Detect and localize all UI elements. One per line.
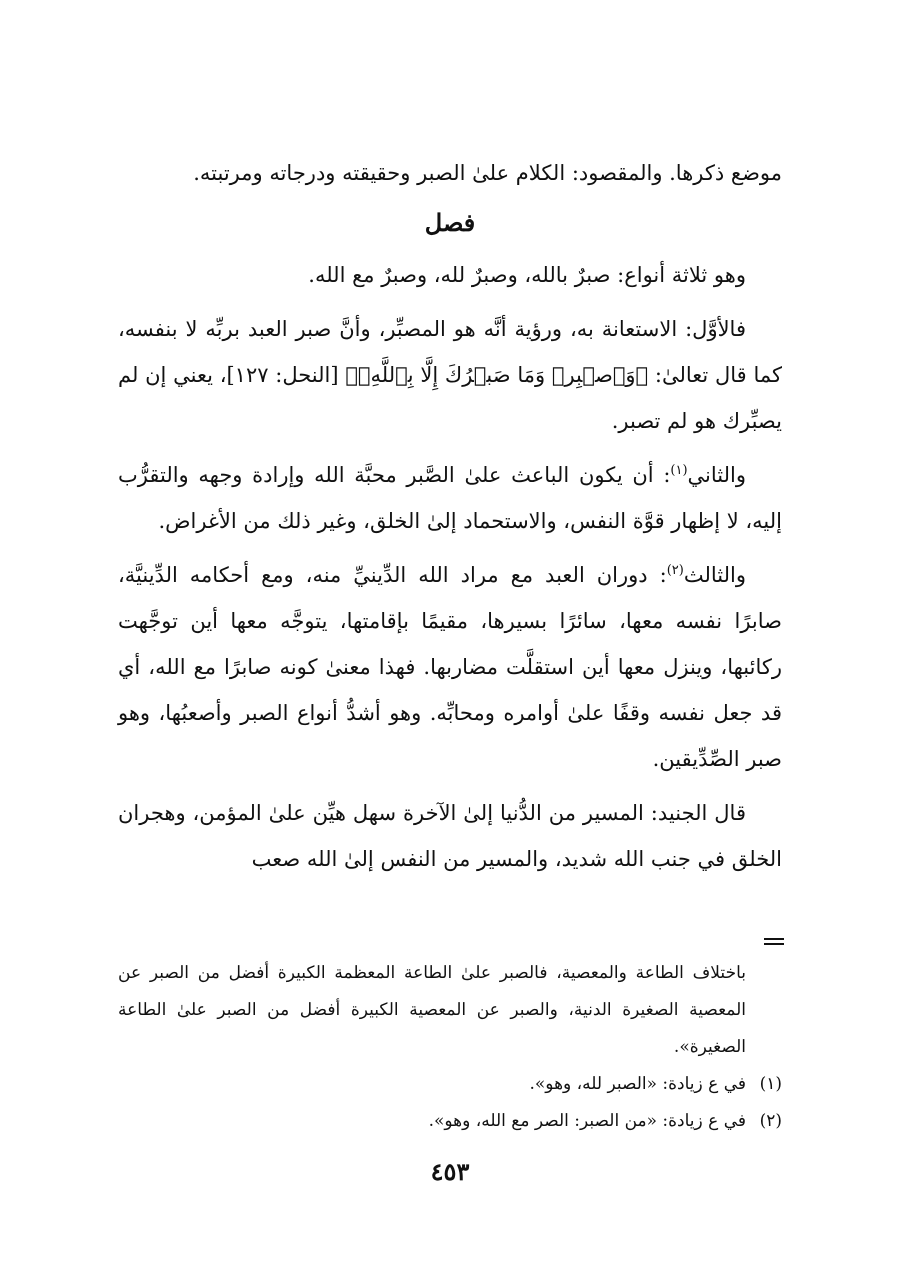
footnote-ref-1[interactable]: (١) (670, 463, 688, 478)
first-type-text-after: [النحل: ١٢٧]، يعني إن لم يصبِّرك هو لم تصبر. (118, 363, 782, 433)
second-type-text: : أن يكون الباعث علىٰ الصَّبر محبَّة الله وإرادة وجهه والتقرُّب إليه، لا إظهار قوَّة النفس، والاستحماد إلىٰ الخلق، وغير ذلك من الأغراض. (118, 463, 782, 533)
main-text (118, 150, 782, 882)
footnote-2-text: في ع زيادة: «من الصبر: الصر مع الله، وهو». (428, 1111, 746, 1131)
footnote-continued: باختلاف الطاعة والمعصية، فالصبر علىٰ الطاعة المعظمة الكبيرة أفضل من الصبر عن المعصية الصغيرة الدنية، والصبر عن المعصية الكبيرة أفضل من الصبر علىٰ الطاعة الصغيرة». (118, 963, 746, 1057)
footnote-ref-2[interactable]: (٢) (666, 563, 684, 578)
paragraph-three-types: وهو ثلاثة أنواع: صبرٌ بالله، وصبرٌ لله، وصبرٌ مع الله. (308, 263, 746, 287)
paragraph-first-type (118, 306, 782, 444)
paragraph-junayd-quote: قال الجنيد: المسير من الدُّنيا إلىٰ الآخرة سهل هيِّن علىٰ المؤمن، وهجران الخلق في جنب الله شديد، والمسير من النفس إلىٰ الله صعب (118, 801, 782, 871)
footnote-2 (118, 1103, 782, 1140)
quran-verse: ﴿وَٱصۡبِرۡ وَمَا صَبۡرُكَ إِلَّا بِٱللَّهِۚ﴾ (345, 363, 649, 387)
footnote-continuation-mark (764, 938, 784, 945)
paragraph-second-type (118, 452, 782, 544)
page-number: ٤٥٣ (430, 1157, 470, 1186)
third-type-text: : دوران العبد مع مراد الله الدِّينيِّ منه، ومع أحكامه الدِّينيَّة، صابرًا نفسه معها، سائرًا بسيرها، مقيمًا بإقامتها، يتوجَّه معها أين توجَّهت ركائبها، وينزل معها أين استقلَّت مضاربها. فهذا معنىٰ كونه صابرًا مع الله، أي قد جعل نفسه وقفًا علىٰ أوامره ومحابِّه. وهو أشدُّ أنواع الصبر وأصعبُها، وهو صبر الصِّدِّيقين. (118, 563, 782, 771)
footnotes (118, 955, 782, 1140)
first-type-text-before: فالأوَّل: الاستعانة به، ورؤية أنَّه هو المصبِّر، وأنَّ صبر العبد بربِّه لا بنفسه، كما قال تعالىٰ: (118, 317, 783, 387)
third-type-label: والثالث (683, 563, 746, 587)
footnote-1 (118, 1066, 782, 1103)
opening-line: موضع ذكرها. والمقصود: الكلام علىٰ الصبر وحقيقته ودرجاته ومرتبته. (193, 161, 782, 185)
paragraph-third-type (118, 552, 782, 782)
second-type-label: والثاني (687, 463, 746, 487)
footnote-2-number: (٢) (759, 1111, 782, 1131)
footnote-1-number: (١) (759, 1074, 782, 1094)
section-heading: فصل (424, 208, 476, 237)
footnote-1-text: في ع زيادة: «الصبر لله، وهو». (529, 1074, 746, 1094)
